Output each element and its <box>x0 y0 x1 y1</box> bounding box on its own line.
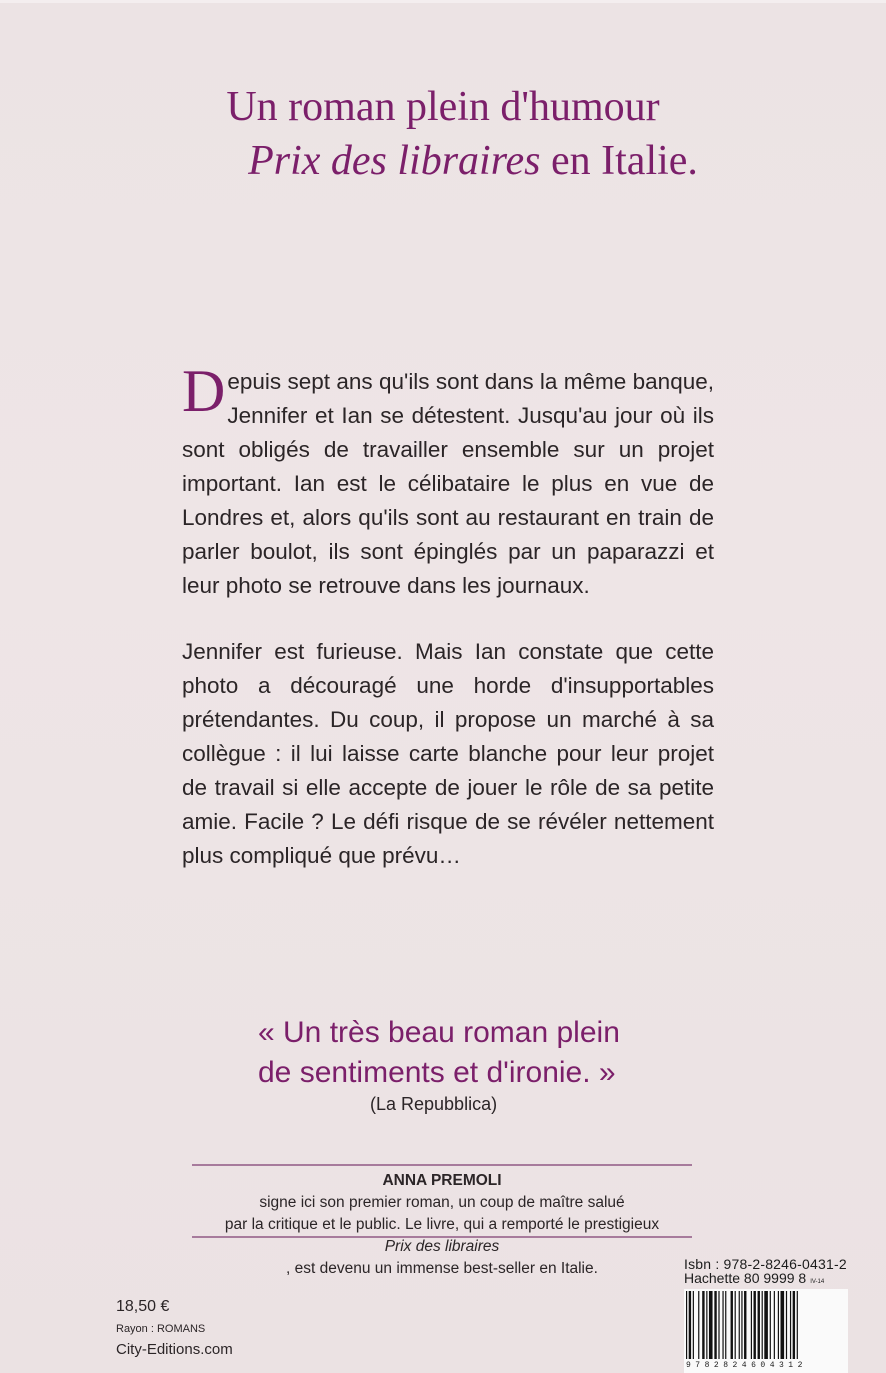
author-name: ANNA PREMOLI <box>382 1172 502 1189</box>
author-bio-line-3 <box>192 1236 692 1280</box>
author-bio-line-2: par la critique et le public. Le livre, qui a remporté le prestigieux <box>224 1216 660 1233</box>
hachette-code-line <box>684 1271 854 1289</box>
bio-bottom-rule <box>192 1236 692 1238</box>
headline-award-name: Prix des libraires <box>248 138 541 184</box>
author-bio-award: Prix des libraires <box>384 1238 500 1255</box>
drop-cap: D <box>182 358 226 424</box>
headline-line-1: Un roman plein d'humour <box>226 84 660 130</box>
bio-top-rule <box>192 1164 692 1166</box>
press-quote-line-1: « Un très beau roman plein <box>258 1016 620 1049</box>
author-bio <box>192 1170 692 1280</box>
small-code: IV-14 <box>810 1279 825 1285</box>
headline-line-2 <box>0 134 886 188</box>
price: 18,50 € <box>116 1298 170 1315</box>
press-quote-source: (La Repubblica) <box>370 1094 498 1114</box>
press-quote-line-2: de sentiments et d'ironie. » <box>258 1056 616 1089</box>
barcode-digits: 9782824604312 <box>686 1361 846 1370</box>
synopsis-paragraph-2: Jennifer est furieuse. Mais Ian constate que cette photo a découragé une horde d'insupportables prétendantes. Du coup, il propose un marché à sa collègue : il lui laisse carte blanche pour leur projet de travail si elle accepte de jouer le rôle de sa petite amie. Facile ? Le défi risque de se révéler nettement plus compliqué que prévu… <box>182 639 714 868</box>
synopsis <box>182 358 714 873</box>
barcode-bars-icon <box>684 1289 848 1361</box>
cover-top-edge <box>0 0 886 3</box>
synopsis-paragraph-1-text: epuis sept ans qu'ils sont dans la même banque, Jennifer et Ian se détestent. Jusqu'au jour où ils sont obligés de travailler ensemble sur un projet important. Ian est le célibataire le plus en vue de Londres et, alors qu'ils sont au restaurant en train de parler boulot, ils sont épinglés par un paparazzi et leur photo se retrouve dans les journaux. <box>182 369 714 598</box>
press-quote <box>258 1013 698 1093</box>
headline-line-2-rest: en Italie. <box>540 138 698 184</box>
shelf-category: Rayon : ROMANS <box>116 1323 206 1335</box>
isbn-number: Isbn : 978-2-8246-0431-2 <box>684 1256 847 1272</box>
author-bio-line-3-rest: , est devenu un immense best-seller en Italie. <box>286 1260 598 1277</box>
author-bio-line-1 <box>192 1170 692 1214</box>
headline <box>0 80 886 188</box>
isbn-block <box>684 1256 854 1370</box>
hachette-code: Hachette 80 9999 8 <box>684 1270 807 1286</box>
price-block <box>116 1295 233 1361</box>
barcode <box>684 1289 848 1373</box>
publisher-website: City-Editions.com <box>116 1341 233 1358</box>
author-bio-line-1-rest: signe ici son premier roman, un coup de maître salué <box>259 1194 625 1211</box>
synopsis-paragraph-1 <box>182 358 714 603</box>
